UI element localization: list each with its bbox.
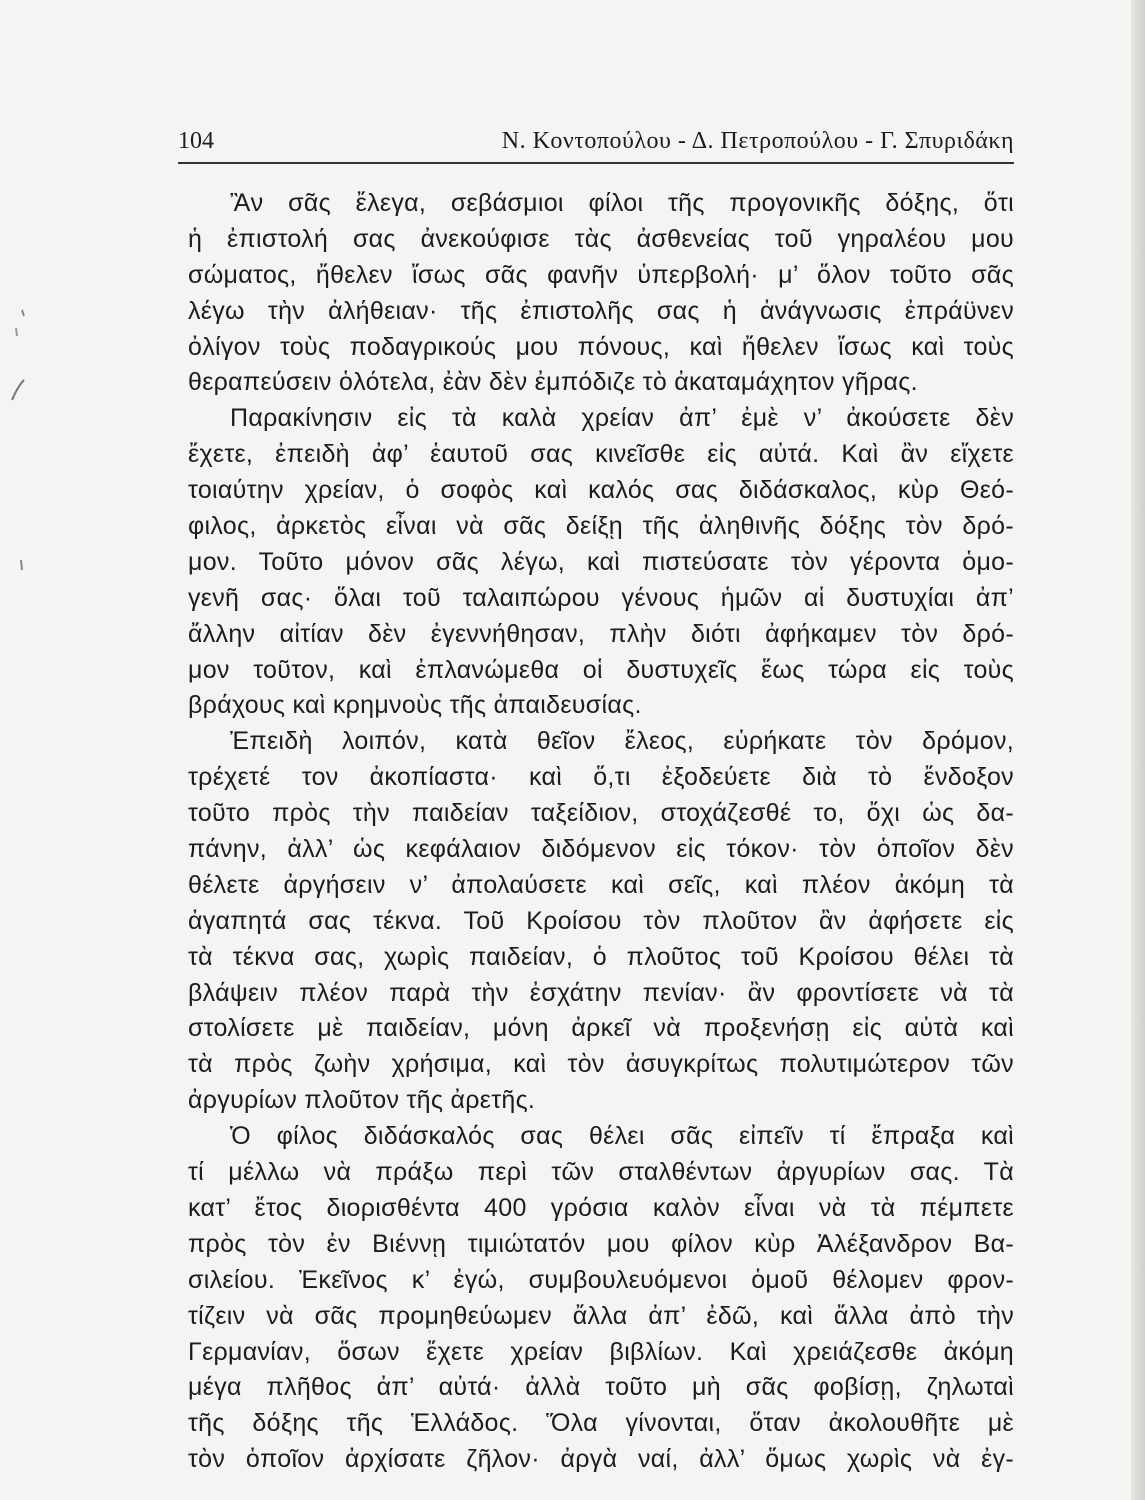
text-line: ἀργυρίων πλοῦτον τῆς ἀρετῆς. — [188, 1086, 536, 1115]
text-line: τοιαύτην χρείαν, ὁ σοφὸς καὶ καλός σας διδάσκαλος, κὺρ Θεό- — [188, 476, 1014, 505]
text-line: τρέχετέ τον ἀκοπίαστα· καὶ ὅ,τι ἐξοδεύετε διὰ τὸ ἔνδοξον — [188, 763, 1014, 792]
text-line: μέγα πλῆθος ἀπ’ αὐτά· ἀλλὰ τοῦτο μὴ σᾶς φοβίσῃ, ζηλωταὶ — [188, 1373, 1014, 1402]
text-line: ἔχετε, ἐπειδὴ ἀφ’ ἑαυτοῦ σας κινεῖσθε εἰς αὐτά. Καὶ ἂν εἴχετε — [188, 440, 1014, 469]
page-number: 104 — [178, 128, 214, 154]
text-line: σώματος, ἤθελεν ἴσως σᾶς φανῆν ὑπερβολή· μ’ ὅλον τοῦτο σᾶς — [188, 260, 1014, 289]
page-edge-shadow — [1131, 0, 1145, 1500]
text-line: γενῆ σας· ὅλαι τοῦ ταλαιπώρου γένους ἡμῶν αἱ δυστυχίαι ἀπ’ — [188, 583, 1014, 612]
paragraph-1 — [188, 186, 1014, 401]
binding-marks-decoration — [4, 300, 44, 600]
text-line: τοῦτο πρὸς τὴν παιδείαν ταξείδιον, στοχάζεσθέ το, ὄχι ὡς δα- — [188, 799, 1014, 828]
text-line: στολίσετε μὲ παιδείαν, μόνη ἀρκεῖ νὰ προξενήσῃ εἰς αὐτὰ καὶ — [188, 1014, 1014, 1043]
text-line: Ὁ φίλος διδάσκαλός σας θέλει σᾶς εἰπεῖν τί ἔπραξα καὶ — [230, 1122, 1014, 1151]
text-line: ὀλίγον τοὺς ποδαγρικούς μου πόνους, καὶ ἤθελεν ἴσως καὶ τοὺς — [188, 332, 1014, 361]
running-head: Ν. Κοντοπούλου - Δ. Πετροπούλου - Γ. Σπυριδάκη — [501, 128, 1014, 154]
text-line: πρὸς τὸν ἐν Βιέννῃ τιμιώτατόν μου φίλον κὺρ Ἀλέξανδρον Βα- — [188, 1229, 1014, 1258]
text-line: Γερμανίαν, ὅσων ἔχετε χρείαν βιβλίων. Καὶ χρειάζεσθε ἀκόμη — [188, 1337, 1014, 1366]
text-line: βράχους καὶ κρημνοὺς τῆς ἀπαιδευσίας. — [188, 691, 642, 720]
text-line: μον. Τοῦτο μόνον σᾶς λέγω, καὶ πιστεύσατε τὸν γέροντα ὁμο- — [188, 547, 1014, 576]
text-line: θεραπεύσειν ὁλότελα, ἐὰν δὲν ἐμπόδιζε τὸ ἀκαταμάχητον γῆρας. — [188, 368, 918, 397]
text-line: Ἂν σᾶς ἔλεγα, σεβάσμιοι φίλοι τῆς προγονικῆς δόξης, ὅτι — [230, 189, 1014, 217]
text-line: τίζειν νὰ σᾶς προμηθεύωμεν ἄλλα ἀπ’ ἐδῶ, καὶ ἄλλα ἀπὸ τὴν — [188, 1301, 1014, 1330]
text-line: Παρακίνησιν εἰς τὰ καλὰ χρείαν ἀπ’ ἐμὲ ν’ ἀκούσετε δὲν — [230, 404, 1014, 433]
text-line: σιλείου. Ἐκεῖνος κ’ ἐγώ, συμβουλευόμενοι ὁμοῦ θέλομεν φρον- — [188, 1265, 1014, 1294]
text-line: θέλετε ἀργήσειν ν’ ἀπολαύσετε καὶ σεῖς, καὶ πλέον ἀκόμη τὰ — [188, 870, 1014, 899]
paragraph-4 — [188, 1119, 1014, 1478]
text-line: βλάψειν πλέον παρὰ τὴν ἐσχάτην πενίαν· ἂν φροντίσετε νὰ τὰ — [188, 978, 1014, 1007]
text-line: πάνην, ἀλλ’ ὡς κεφάλαιον διδόμενον εἰς τόκον· τὸν ὁποῖον δὲν — [188, 835, 1014, 864]
text-line: ἀγαπητά σας τέκνα. Τοῦ Κροίσου τὸν πλοῦτον ἂν ἀφήσετε εἰς — [188, 906, 1014, 935]
text-line: τὰ πρὸς ζωὴν χρήσιμα, καὶ τὸν ἀσυγκρίτως πολυτιμώτερον τῶν — [188, 1050, 1014, 1079]
text-line: μον τοῦτον, καὶ ἐπλανώμεθα οἱ δυστυχεῖς ἕως τώρα εἰς τοὺς — [188, 655, 1014, 684]
paragraph-3 — [188, 724, 1014, 1119]
text-line: φιλος, ἀρκετὸς εἶναι νὰ σᾶς δείξῃ τῆς ἀληθινῆς δόξης τὸν δρό- — [188, 512, 1014, 541]
text-line: κατ’ ἔτος διορισθέντα 400 γρόσια καλὸν εἶναι νὰ τὰ πέμπετε — [188, 1193, 1014, 1222]
text-line: ἡ ἐπιστολή σας ἀνεκούφισε τὰς ἀσθενείας τοῦ γηραλέου μου — [188, 224, 1014, 253]
text-line: τῆς δόξης τῆς Ἑλλάδος. Ὅλα γίνονται, ὅταν ἀκολουθῆτε μὲ — [188, 1409, 1014, 1438]
text-line: Ἐπειδὴ λοιπόν, κατὰ θεῖον ἔλεος, εὑρήκατε τὸν δρόμον, — [230, 727, 1014, 756]
page-header — [178, 124, 1014, 164]
text-line: λέγω τὴν ἀλήθειαν· τῆς ἐπιστολῆς σας ἡ ἀνάγνωσις ἐπράϋνεν — [188, 296, 1014, 325]
text-line: τὸν ὁποῖον ἀρχίσατε ζῆλον· ἀργὰ ναί, ἀλλ’ ὅμως χωρὶς νὰ ἐγ- — [188, 1445, 1014, 1474]
letter-body — [188, 186, 1014, 1478]
text-line: τὰ τέκνα σας, χωρὶς παιδείαν, ὁ πλοῦτος τοῦ Κροίσου θέλει τὰ — [188, 942, 1014, 971]
text-line: τί μέλλω νὰ πράξω περὶ τῶν σταλθέντων ἀργυρίων σας. Τὰ — [188, 1158, 1014, 1187]
paragraph-2 — [188, 401, 1014, 724]
text-line: ἄλλην αἰτίαν δὲν ἐγεννήθησαν, πλὴν διότι ἀφήκαμεν τὸν δρό- — [188, 619, 1014, 648]
